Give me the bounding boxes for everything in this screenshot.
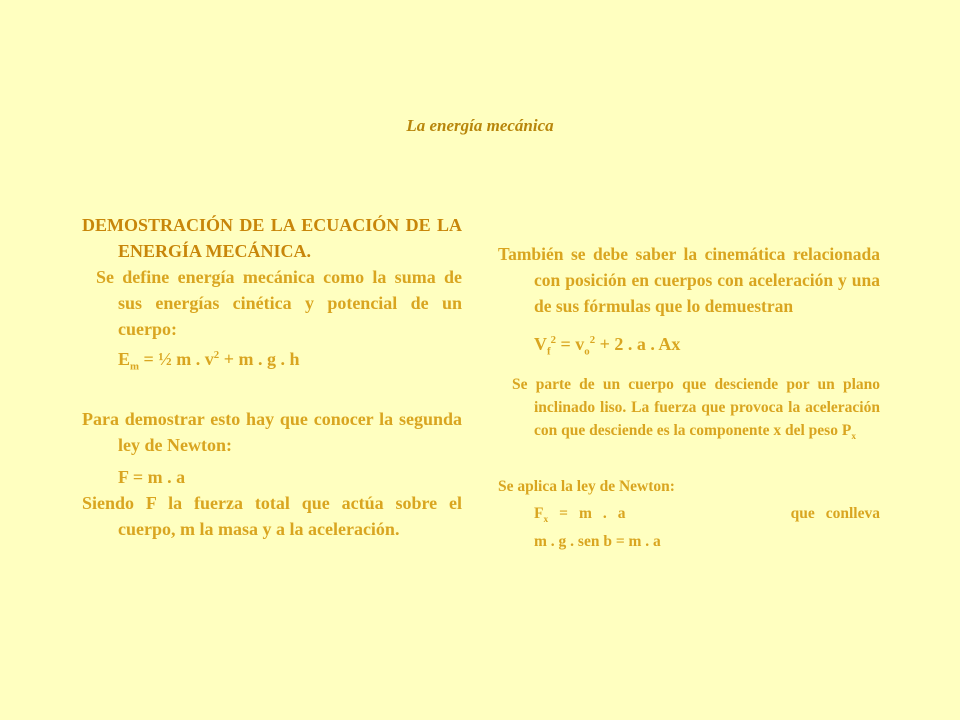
left-column xyxy=(82,212,462,542)
definition-text: Se define energía mecánica como la suma de sus energías cinética y potencial de un cuerpo: xyxy=(96,267,462,339)
final-formula: m . g . sen b = m . a xyxy=(534,532,661,550)
energy-formula: $E_m$ = ½ m . $v^2 + m$ . g . h xyxy=(118,349,300,373)
explanation-text: Siendo F la fuerza total que actúa sobre el cuerpo, m la masa y a la aceleración. xyxy=(82,492,462,539)
right-column xyxy=(498,241,880,553)
newton-formula: F = m . a xyxy=(118,466,186,487)
page-title: La energía mecánica xyxy=(406,116,554,135)
fx-formula: $F_x = m$ . a que conlleva xyxy=(534,504,880,525)
kinematics-text: También se debe saber la cinemática relacionada con posición en cuerpos con aceleración y una de sus fórmulas que lo demuestran xyxy=(498,244,880,316)
velocity-formula: $V_f^2 = v_o^2 + 2$ . a . Ax xyxy=(534,334,681,358)
newton-intro-text: Para demostrar esto hay que conocer la segunda ley de Newton: xyxy=(82,408,462,455)
section-heading: DEMOSTRACIÓN DE LA ECUACIÓN DE LA ENERGÍA MECÁNICA. xyxy=(82,215,462,261)
apply-newton-text: Se aplica la ley de Newton: xyxy=(498,477,675,495)
plane-text: Se parte de un cuerpo que desciende por un plano inclinado liso. La fuerza que provoca la aceleración con que desciende es la componente x del peso $P_x$ xyxy=(512,375,880,442)
